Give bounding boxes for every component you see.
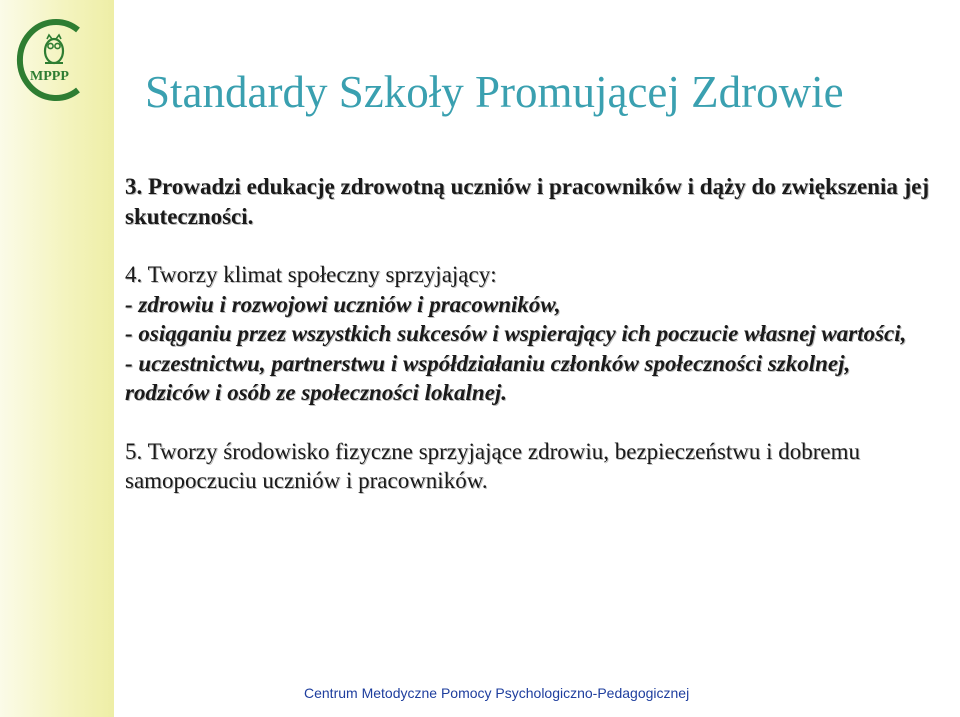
standard-item-3: 3. Prowadzi edukację zdrowotną uczniów i pracowników i dąży do zwiększenia jej skuteczności.: [125, 174, 930, 229]
cmppp-logo: [10, 14, 94, 104]
standard-item-4-line-2: - osiąganiu przez wszystkich sukcesów i wspierający ich poczucie własnej wartości,: [125, 321, 907, 346]
standard-item-4-heading: 4. Tworzy klimat społeczny sprzyjający:: [125, 262, 497, 287]
standard-item-4-line-1: - zdrowiu i rozwojowi uczniów i pracowników,: [125, 291, 561, 317]
side-band: [0, 0, 114, 717]
footer-text: Centrum Metodyczne Pomocy Psychologiczno-Pedagogicznej: [304, 685, 690, 701]
standard-item-4-line-3: - uczestnictwu, partnerstwu i współdziałaniu członków społeczności szkolnej, rodziców i osób ze społeczności lokalnej.: [125, 350, 851, 405]
slide-content: [125, 172, 935, 496]
owl-icon: [45, 35, 63, 63]
standard-item-5: 5. Tworzy środowisko fizyczne sprzyjające zdrowiu, bezpieczeństwu i dobremu samopoczuciu uczniów i pracowników.: [125, 438, 860, 493]
logo-text: MPPP: [30, 69, 69, 84]
slide-title: Standardy Szkoły Promującej Zdrowie: [145, 67, 844, 117]
